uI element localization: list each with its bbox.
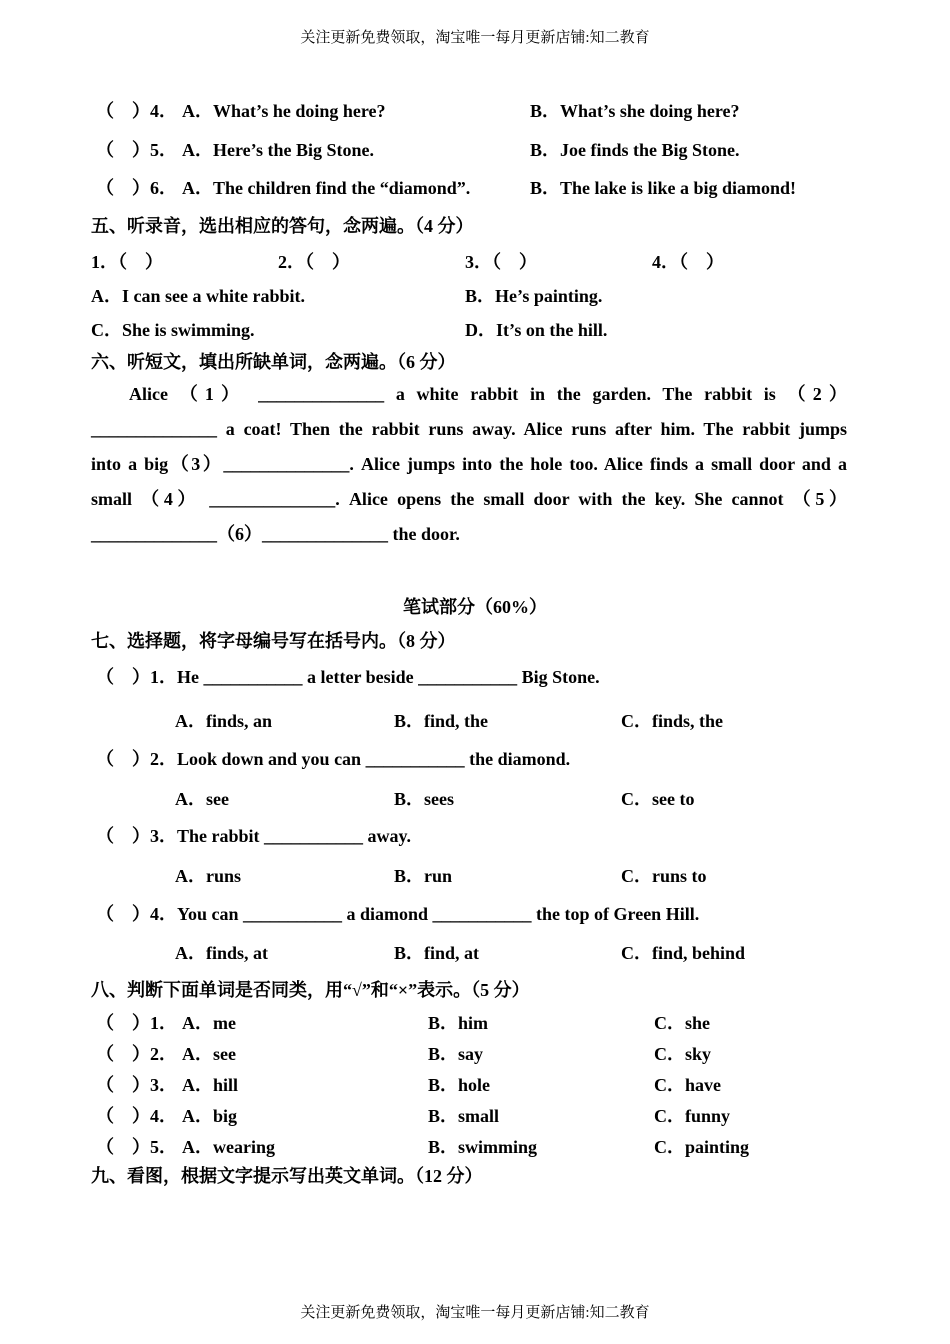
section8-row-5-a: A．wearing <box>182 1137 275 1157</box>
part4-item-4-option-a: A．What’s he doing here? <box>182 101 386 121</box>
passage-line-5: ______________（6）______________ the door. <box>91 524 460 544</box>
section8-row-1-c: C．she <box>654 1013 711 1033</box>
part4-item-6-option-b: B．The lake is like a big diamond! <box>530 178 797 198</box>
part4-item-5-num: （ ）5． <box>96 140 177 160</box>
section8-row-3-a: A．hill <box>182 1075 239 1095</box>
section8-row-2-num: （ ）2． <box>96 1044 177 1064</box>
part4-item-6-num: （ ）6． <box>96 178 177 198</box>
section7-q4-option-b: B．find, at <box>394 943 480 963</box>
section8-row-2-b: B．say <box>428 1044 484 1064</box>
section7-q3-option-c: C．runs to <box>621 866 707 886</box>
page-header: 关注更新免费领取，淘宝唯一每月更新店铺:知二教育 <box>300 30 650 46</box>
passage-line-3: into a big（3）______________. Alice jumps into the hole too. Alice finds a small door and a <box>91 454 847 474</box>
part4-item-4-num: （ ）4． <box>96 101 177 121</box>
section7-q4-option-c: C．find, behind <box>621 943 746 963</box>
section8-row-3-c: C．have <box>654 1075 721 1095</box>
section5-slot-2: 2．（ ） <box>278 252 350 272</box>
part4-item-6-option-a: A．The children find the “diamond”. <box>182 178 471 198</box>
section7-question-4: （ ）4．You can ___________ a diamond ___________ the top of Green Hill. <box>96 904 700 924</box>
section8-row-1-num: （ ）1． <box>96 1013 177 1033</box>
section8-title: 八、判断下面单词是否同类，用“√”和“×”表示。（5 分） <box>91 980 530 1000</box>
section7-question-1: （ ）1．He ___________ a letter beside ___________ Big Stone. <box>96 667 600 687</box>
section8-row-5-c: C．painting <box>654 1137 750 1157</box>
part4-item-5-option-a: A．Here’s the Big Stone. <box>182 140 374 160</box>
section8-row-4-a: A．big <box>182 1106 238 1126</box>
section5-option-b: B．He’s painting. <box>465 286 603 306</box>
passage-line-4: small （4） ______________. Alice opens the small door with the key. She cannot （5） <box>91 489 847 509</box>
section8-row-1-a: A．me <box>182 1013 236 1033</box>
section8-row-2-a: A．see <box>182 1044 236 1064</box>
section8-row-4-num: （ ）4． <box>96 1106 177 1126</box>
section5-slot-1: 1．（ ） <box>91 252 163 272</box>
section7-q1-option-a: A．finds, an <box>175 711 273 731</box>
section7-q3-option-b: B．run <box>394 866 453 886</box>
section7-q1-option-c: C．finds, the <box>621 711 724 731</box>
page-footer: 关注更新免费领取，淘宝唯一每月更新店铺:知二教育 <box>300 1305 650 1321</box>
section7-q2-option-b: B．sees <box>394 789 454 809</box>
section6-title: 六、听短文，填出所缺单词，念两遍。（6 分） <box>91 352 456 372</box>
section7-q3-option-a: A．runs <box>175 866 242 886</box>
section5-slot-3: 3．（ ） <box>465 252 537 272</box>
section7-q1-option-b: B．find, the <box>394 711 489 731</box>
part4-item-5-option-b: B．Joe finds the Big Stone. <box>530 140 740 160</box>
section8-row-4-b: B．small <box>428 1106 500 1126</box>
section5-option-a: A．I can see a white rabbit. <box>91 286 305 306</box>
section6-passage <box>91 377 847 552</box>
section8-row-1-b: B．him <box>428 1013 489 1033</box>
section5-option-d: D．It’s on the hill. <box>465 320 608 340</box>
section8-row-2-c: C．sky <box>654 1044 712 1064</box>
section7-q4-option-a: A．finds, at <box>175 943 269 963</box>
part4-item-4-option-b: B．What’s she doing here? <box>530 101 740 121</box>
section8-row-3-b: B．hole <box>428 1075 491 1095</box>
section7-question-2: （ ）2．Look down and you can ___________ the diamond. <box>96 749 571 769</box>
section7-q2-option-a: A．see <box>175 789 229 809</box>
section5-slot-4: 4．（ ） <box>652 252 724 272</box>
section8-row-3-num: （ ）3． <box>96 1075 177 1095</box>
written-part-title: 笔试部分（60%） <box>403 597 547 617</box>
section5-option-c: C．She is swimming. <box>91 320 255 340</box>
section8-row-4-c: C．funny <box>654 1106 731 1126</box>
section7-q2-option-c: C．see to <box>621 789 695 809</box>
section8-row-5-num: （ ）5． <box>96 1137 177 1157</box>
section7-title: 七、选择题，将字母编号写在括号内。（8 分） <box>91 631 456 651</box>
passage-line-1: Alice （1） ______________ a white rabbit in the garden. The rabbit is （2） <box>129 384 847 404</box>
passage-line-2: ______________ a coat! Then the rabbit runs away. Alice runs after him. The rabbit jumps <box>91 419 847 439</box>
section8-row-5-b: B．swimming <box>428 1137 538 1157</box>
section9-title: 九、看图，根据文字提示写出英文单词。（12 分） <box>91 1166 483 1186</box>
section7-question-3: （ ）3．The rabbit ___________ away. <box>96 826 412 846</box>
section5-title: 五、听录音，选出相应的答句，念两遍。（4 分） <box>91 216 474 236</box>
